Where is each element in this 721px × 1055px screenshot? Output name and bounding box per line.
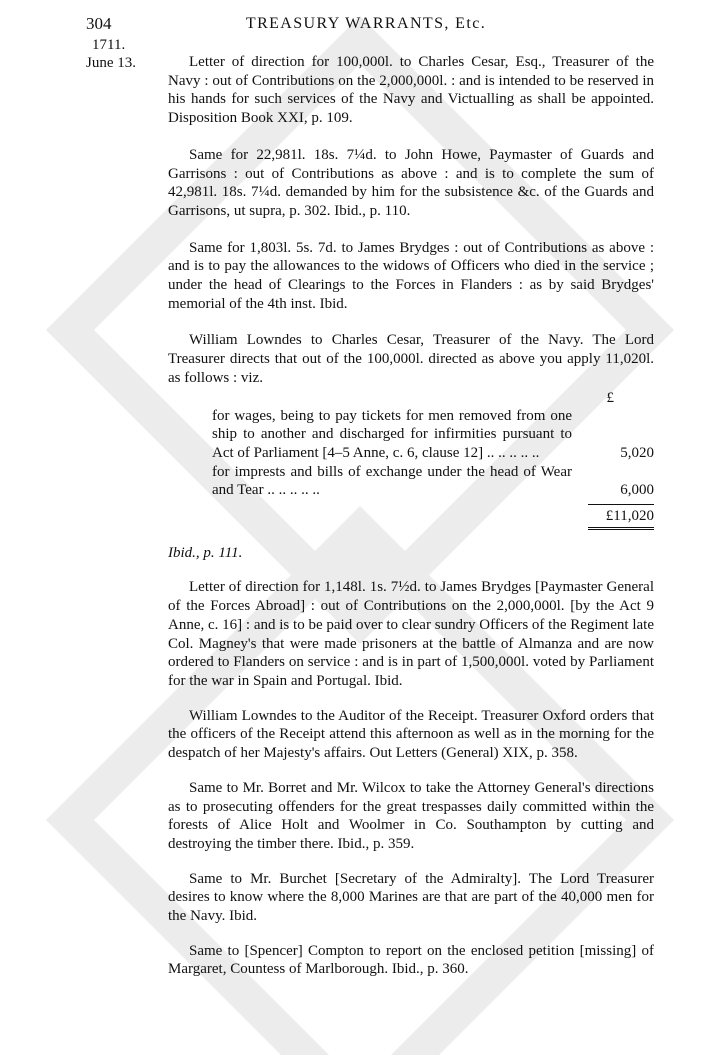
entry-paragraph: Same to Mr. Borret and Mr. Wilcox to take the Attorney General's directions as to prosecuting offenders for the great trespasses daily committed within the forests of Alice Holt and Woolmer in Co. Southampton by cutting and destroying the timber there. Ibid., p. 359. — [168, 779, 654, 852]
entry-paragraph: Same for 1,803l. 5s. 7d. to James Brydges : out of Contributions as above : and is to pay the allowances to the widows of Officers who died in the service ; under the head of Clearings to the Forces in Flanders : as by said Brydges' memorial of the 4th inst. Ibid. — [168, 239, 654, 312]
entry-paragraph: Letter of direction for 100,000l. to Charles Cesar, Esq., Treasurer of the Navy : out of Contributions on the 2,000,000l. : and is intended to be reserved in his hands for such services of the Navy and Victualling as shall be appointed. Disposition Book XXI, p. 109. — [168, 54, 654, 127]
margin-year: 1711. — [92, 37, 126, 53]
allocation-row — [212, 407, 654, 463]
reference-text: Ibid., p. 111. — [168, 544, 243, 561]
document-body — [168, 53, 654, 979]
allocation-amount: 5,020 — [620, 444, 654, 461]
margin-date: June 13. — [86, 55, 136, 71]
entry-paragraph: Same for 22,981l. 18s. 7¼d. to John Howe, Paymaster of Guards and Garrisons : out of Contributions as above : and is to complete the sum of 42,981l. 18s. 7¼d. demanded by him for the subsistence &c. of the Guards and Garrisons, ut supra, p. 302. Ibid., p. 110. — [168, 146, 654, 219]
entry-paragraph: Same to Mr. Burchet [Secretary of the Admiralty]. The Lord Treasurer desires to know where the 8,000 Marines are that are part of the 40,000 men for the Navy. Ibid. — [168, 870, 654, 925]
entry-paragraph: Letter of direction for 1,148l. 1s. 7½d. to James Brydges [Paymaster General of the Forces Abroad] : out of Contributions on the 2,000,000l. [by the Act 9 Anne, c. 16] : and is to be paid over to clear sundry Officers of the Regiment late Col. Magney's that were made prisoners at the battle of Almanza and are now ordered to Flanders on service : and is in part of 1,500,000l. voted by Parliament for the war in Spain and Portugal. Ibid. — [168, 579, 654, 689]
page-header — [86, 14, 646, 38]
allocation-amount: 6,000 — [620, 482, 654, 499]
entry-paragraph: William Lowndes to Charles Cesar, Treasurer of the Navy. The Lord Treasurer directs that out of the 100,000l. directed as above you apply 11,020l. as follows : viz. — [168, 332, 654, 386]
page-number: 304 — [86, 14, 112, 33]
allocation-description: for wages, being to pay tickets for men removed from one ship to another and discharged for infirmities pursuant to Act of Parliament [4–5 Anne, c. 6, clause 12] .. .. .. .. .. — [212, 407, 572, 461]
allocation-total: £11,020 — [588, 504, 654, 530]
allocation-total-row — [168, 504, 654, 530]
allocation-description: for imprests and bills of exchange under the head of Wear and Tear .. .. .. .. .. — [212, 463, 572, 499]
entry-paragraph: Same to [Spencer] Compton to report on the enclosed petition [missing] of Margaret, Countess of Marlborough. Ibid., p. 360. — [168, 942, 654, 978]
pound-column-heading: £ — [606, 389, 614, 406]
allocation-row — [212, 463, 654, 500]
entry-paragraph: William Lowndes to the Auditor of the Receipt. Treasurer Oxford orders that the officers of the Receipt attend this afternoon as well as in the morning for the despatch of her Majesty's affairs. Out Letters (General) XIX, p. 358. — [168, 707, 654, 762]
running-head: TREASURY WARRANTS, Etc. — [245, 15, 487, 32]
source-reference — [168, 544, 654, 563]
